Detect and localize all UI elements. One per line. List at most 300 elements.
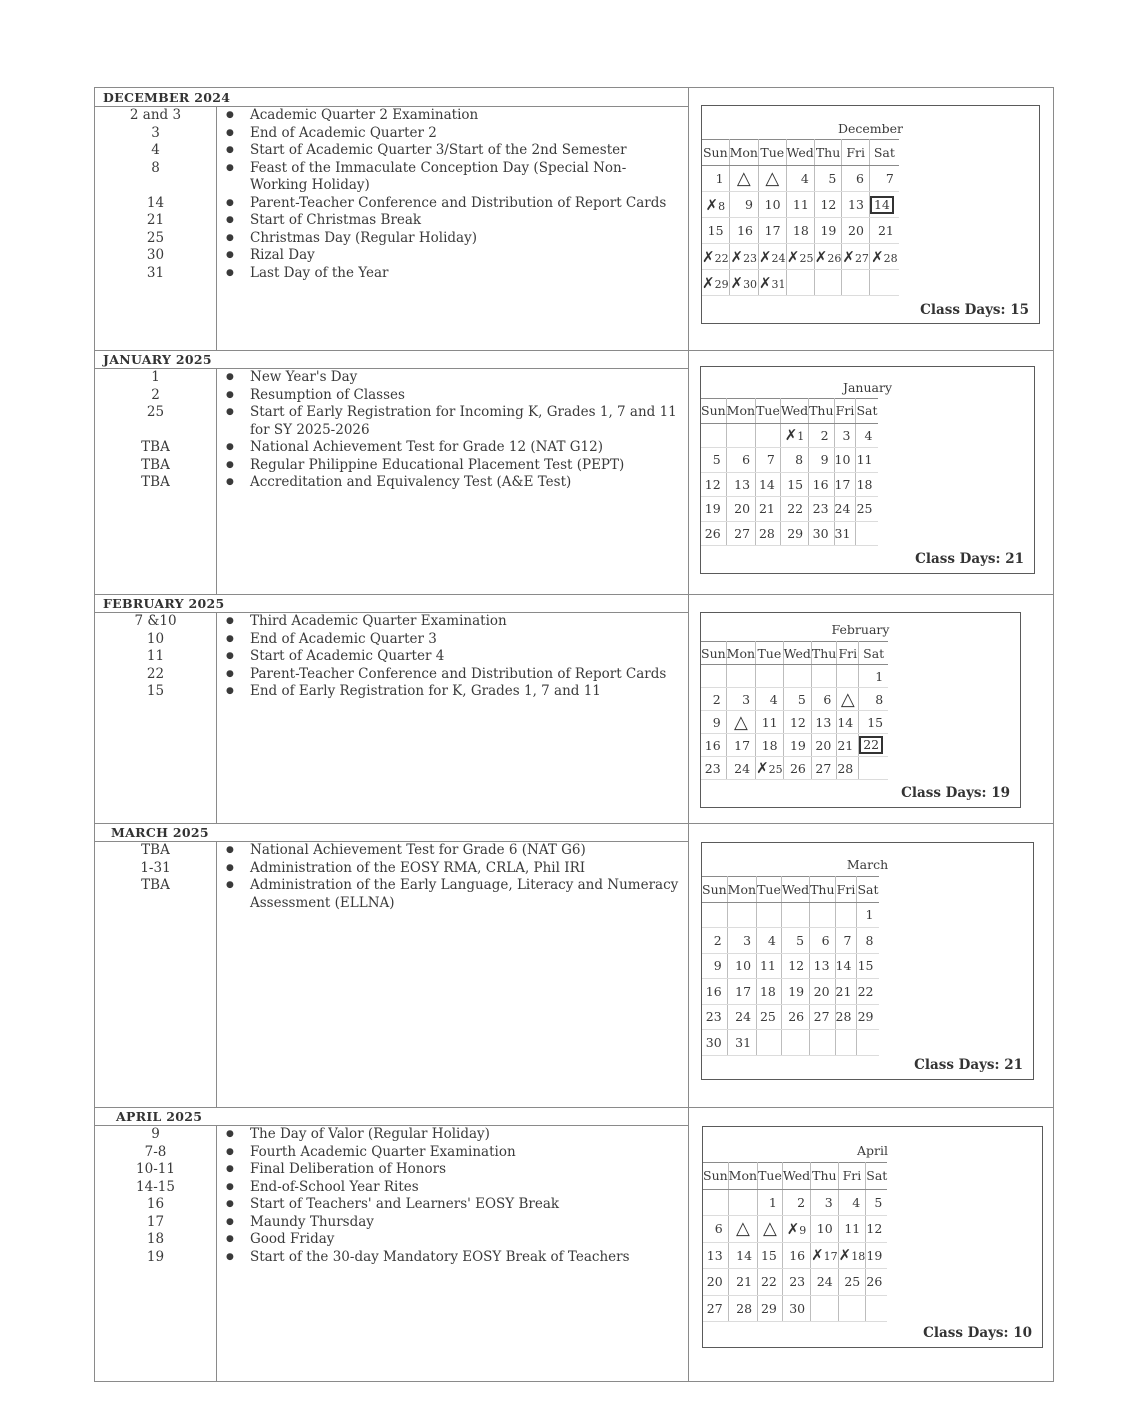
calendar-day: [701, 734, 726, 757]
holiday-x-icon: ✗: [786, 1219, 800, 1238]
bullet-icon: ●: [226, 1129, 234, 1139]
event-date: 17: [146, 1213, 165, 1230]
event-text: Start of Academic Quarter 4: [250, 648, 445, 664]
day-number: 2: [820, 427, 829, 443]
event-date: 21: [146, 212, 165, 228]
event-text: Parent-Teacher Conference and Distribution of Report Cards: [250, 194, 667, 211]
calendar-day: [728, 1189, 757, 1216]
day-number: 10: [764, 197, 781, 212]
calendar-day: [811, 1269, 839, 1296]
weekday-label: Mon: [726, 399, 755, 424]
holiday-x-icon: ✗: [814, 247, 828, 266]
calendar-day: [835, 1030, 857, 1056]
day-number: 18: [851, 1250, 866, 1264]
weekday-label: Fri: [835, 877, 857, 903]
bullet-icon: ●: [226, 668, 234, 679]
calendar-day: [834, 497, 856, 522]
calendar-day: [757, 1004, 782, 1030]
day-number: 30: [812, 525, 829, 541]
day-number: 30: [743, 277, 758, 291]
event-text: Start of Academic Quarter 3/Start of the 2nd Semester: [250, 142, 627, 158]
weekday-header-row: [703, 1163, 887, 1190]
event-text: Start of Early Registration for Incoming K, Grades 1, 7 and 11 for SY 2025-2026: [250, 404, 677, 438]
bullet-icon: ●: [226, 215, 234, 225]
weekday-label: Sat: [869, 140, 898, 166]
bullet-icon: ●: [226, 1181, 234, 1192]
day-number: 6: [823, 691, 832, 707]
calendar-title: March: [846, 857, 889, 872]
calendar-day: [838, 1216, 866, 1243]
calendar-day: [782, 1269, 810, 1296]
exam-triangle-icon: △: [765, 168, 780, 189]
calendar-day: [756, 734, 784, 757]
calendar-day: [758, 1295, 783, 1322]
weekday-header-row: [701, 399, 878, 424]
calendar-day: [835, 902, 857, 928]
calendar-day: [857, 953, 879, 979]
conference-box-marker: 14: [870, 196, 894, 214]
calendar-day: [814, 270, 842, 296]
weekday-label: Mon: [728, 1163, 757, 1190]
calendar-day: [703, 1189, 728, 1216]
calendar-day: [859, 711, 888, 734]
day-number: 6: [742, 452, 751, 468]
event-text: Rizal Day: [250, 247, 315, 263]
day-number: 19: [704, 501, 721, 517]
day-number: 29: [714, 277, 729, 291]
calendar-day: [856, 448, 878, 473]
bullet-icon: ●: [226, 880, 234, 890]
calendar-day: [810, 928, 835, 954]
calendar-day: [781, 928, 809, 954]
day-number: 12: [788, 958, 805, 974]
calendar-day: [726, 665, 755, 688]
day-number: 31: [735, 1034, 752, 1050]
bullet-icon: ●: [226, 407, 234, 417]
day-number: 3: [742, 691, 751, 707]
event-item: [95, 666, 685, 684]
day-number: 11: [844, 1221, 861, 1237]
event-item: [95, 877, 685, 912]
calendar-day: [702, 244, 729, 270]
calendar-day: [782, 1216, 810, 1243]
day-number: 17: [764, 223, 781, 238]
calendar-day: [702, 218, 729, 244]
day-number: 26: [788, 1009, 805, 1025]
calendar-day: [810, 979, 835, 1005]
day-number: 13: [734, 476, 751, 492]
calendar-day: [835, 928, 857, 954]
calendar-day: [811, 688, 836, 711]
calendar-day: [726, 757, 755, 780]
day-number: 12: [866, 1221, 883, 1237]
calendar-day: [728, 1242, 757, 1269]
calendar-day: [810, 1004, 835, 1030]
weekday-label: Sun: [701, 399, 726, 424]
calendar-day: [701, 688, 726, 711]
month-title: MARCH 2025: [111, 825, 209, 840]
class-days: Class Days: 21: [914, 1057, 1023, 1073]
calendar-day: [703, 1242, 728, 1269]
calendar-day: [869, 218, 898, 244]
calendar-day: [857, 979, 879, 1005]
calendar-day: [811, 1216, 839, 1243]
day-number: 30: [705, 1034, 722, 1050]
calendar-day: [758, 270, 786, 296]
event-date: 2: [151, 386, 160, 403]
day-number: 27: [815, 760, 832, 776]
bullet-icon: ●: [226, 651, 234, 661]
calendar-day: [728, 1295, 757, 1322]
bullet-icon: ●: [226, 267, 234, 278]
class-days: Class Days: 10: [923, 1325, 1032, 1341]
calendar-day: [780, 521, 808, 546]
event-item: [95, 387, 685, 405]
calendar-day: [811, 734, 836, 757]
day-number: 16: [737, 223, 753, 238]
event-text: National Achievement Test for Grade 12 (NAT G12): [250, 439, 603, 455]
calendar-day: [814, 218, 842, 244]
day-number: 14: [837, 714, 854, 730]
calendar-day: [726, 521, 755, 546]
calendar-day: [726, 423, 755, 448]
calendar-day: [727, 1030, 756, 1056]
bullet-icon: ●: [226, 477, 234, 487]
day-number: 29: [787, 525, 804, 541]
calendar-day: [701, 711, 726, 734]
holiday-x-icon: ✗: [756, 759, 769, 777]
calendar-day: [834, 448, 856, 473]
month-title: FEBRUARY 2025: [103, 596, 225, 611]
exam-triangle-icon: △: [735, 1218, 750, 1240]
event-date: 15: [146, 683, 165, 699]
event-text: End of Early Registration for K, Grades 1, 7 and 11: [250, 683, 601, 699]
month-block-april: [95, 1107, 1053, 1381]
day-number: 12: [789, 714, 806, 730]
calendar-day: [727, 902, 756, 928]
event-date: 14: [146, 194, 165, 211]
bullet-icon: ●: [226, 1216, 234, 1227]
day-number: 24: [735, 1009, 752, 1025]
calendar-week-row: [703, 1269, 887, 1296]
day-number: 4: [852, 1194, 861, 1210]
weekday-label: Fri: [838, 1163, 866, 1190]
day-number: 16: [704, 737, 721, 753]
calendar-day: [781, 979, 809, 1005]
weekday-label: Tue: [758, 1163, 783, 1190]
calendar-week-row: [702, 244, 899, 270]
calendar-day: [781, 953, 809, 979]
day-number: 23: [812, 501, 829, 517]
day-number: 2: [712, 691, 721, 707]
calendar-day: [835, 953, 857, 979]
event-date: 4: [151, 142, 160, 158]
calendar-day: [786, 270, 814, 296]
calendar-day: [728, 1269, 757, 1296]
calendar-day: [814, 244, 842, 270]
calendar-day: [809, 521, 834, 546]
calendar-day: [703, 1295, 728, 1322]
calendar-day: [756, 472, 781, 497]
calendar-day: [701, 497, 726, 522]
calendar-day: [703, 1216, 728, 1243]
day-number: 4: [864, 427, 873, 443]
day-number: 30: [789, 1300, 806, 1316]
calendar-day: [780, 472, 808, 497]
calendar-week-row: [701, 688, 888, 711]
calendar-day: [783, 688, 811, 711]
event-text: National Achievement Test for Grade 6 (NAT G6): [250, 842, 586, 858]
day-number: 11: [761, 714, 778, 730]
calendar-day: [783, 734, 811, 757]
day-number: 22: [857, 983, 874, 999]
holiday-x-icon: ✗: [811, 1246, 824, 1265]
calendar-day: [834, 472, 856, 497]
event-item: [95, 648, 685, 666]
day-number: 9: [745, 197, 753, 212]
weekday-label: Fri: [834, 399, 856, 424]
weekday-label: Wed: [782, 1163, 810, 1190]
event-date: 7 &10: [134, 613, 177, 629]
day-number: 23: [789, 1274, 806, 1290]
calendar-week-row: [701, 521, 878, 546]
weekday-label: Fri: [837, 642, 859, 665]
event-text: Good Friday: [250, 1231, 335, 1247]
calendar-day: [842, 218, 870, 244]
holiday-x-icon: ✗: [730, 273, 744, 292]
day-number: 2: [713, 932, 722, 948]
day-number: 4: [800, 171, 809, 186]
day-number: 24: [771, 251, 786, 265]
event-item: [95, 1249, 685, 1267]
day-number: 28: [835, 1009, 852, 1025]
event-date: 1: [151, 369, 160, 385]
bullet-icon: ●: [226, 459, 234, 470]
calendar-day: [756, 757, 784, 780]
event-item: [95, 1126, 685, 1144]
calendar-day: [701, 757, 726, 780]
day-number: 8: [795, 452, 804, 468]
day-number: 22: [760, 1274, 777, 1290]
day-number: 9: [713, 958, 722, 974]
calendar-day: [811, 711, 836, 734]
day-number: 15: [787, 476, 804, 492]
calendar-day: [811, 1189, 839, 1216]
calendar-day: [835, 1004, 857, 1030]
calendar-day: [756, 688, 784, 711]
day-number: 25: [799, 251, 814, 265]
day-number: 10: [735, 958, 752, 974]
day-number: 13: [815, 714, 832, 730]
calendar-day: [810, 902, 835, 928]
conference-box-marker: 22: [859, 736, 883, 754]
class-days: Class Days: 19: [901, 785, 1010, 801]
day-number: 8: [718, 199, 726, 213]
calendar-day: [758, 1269, 783, 1296]
weekday-label: Wed: [781, 877, 809, 903]
calendar-week-row: [703, 1242, 887, 1269]
calendar-day: [728, 1216, 757, 1243]
calendar-day: [838, 1269, 866, 1296]
event-date: 10-11: [136, 1161, 175, 1177]
calendar-title: December: [837, 121, 904, 136]
month-block-february: [95, 594, 1053, 824]
weekday-label: Tue: [757, 877, 782, 903]
event-text: Administration of the EOSY RMA, CRLA, Phil IRI: [250, 859, 586, 876]
calendar-day: [811, 1295, 839, 1322]
day-number: 14: [758, 476, 775, 492]
calendar-day: [726, 472, 755, 497]
day-number: 1: [865, 907, 874, 923]
event-date: 11: [146, 648, 165, 664]
day-number: 5: [828, 171, 837, 186]
calendar-day: [702, 902, 727, 928]
calendar-day: [701, 448, 726, 473]
event-item: [95, 125, 685, 143]
bullet-icon: ●: [226, 110, 234, 120]
calendar-day: [702, 979, 727, 1005]
event-date: 30: [146, 247, 165, 263]
event-item: [95, 1214, 685, 1232]
day-number: 15: [707, 223, 724, 238]
day-number: 29: [760, 1300, 777, 1316]
event-item: [95, 613, 685, 631]
calendar-day: [866, 1216, 888, 1243]
event-item: [95, 195, 685, 213]
calendar-day: [842, 270, 870, 296]
weekday-header-row: [701, 642, 888, 665]
event-text: Feast of the Immaculate Conception Day (Special Non-Working Holiday): [250, 159, 627, 193]
calendar-day: [857, 1004, 879, 1030]
calendar-day: [859, 757, 888, 780]
bullet-icon: ●: [226, 1164, 234, 1174]
weekday-label: Tue: [756, 642, 784, 665]
calendar-day: [702, 928, 727, 954]
day-number: 26: [789, 760, 806, 776]
weekday-label: Sat: [856, 399, 878, 424]
calendar-week-row: [701, 734, 888, 757]
day-number: 17: [834, 476, 851, 492]
day-number: 9: [820, 452, 829, 468]
day-number: 6: [714, 1221, 723, 1237]
event-date: 14-15: [136, 1178, 175, 1195]
calendar-day: [859, 688, 888, 711]
calendar-day: [702, 1004, 727, 1030]
event-item: [95, 439, 685, 457]
day-number: 5: [796, 932, 805, 948]
calendar-day: [758, 244, 786, 270]
day-number: 23: [704, 760, 721, 776]
event-text: Maundy Thursday: [250, 1213, 374, 1230]
weekday-label: Sun: [701, 642, 726, 665]
bullet-icon: ●: [226, 616, 234, 626]
day-number: 11: [792, 197, 809, 212]
event-item: [95, 683, 685, 701]
holiday-x-icon: ✗: [702, 273, 715, 292]
event-text: Resumption of Classes: [250, 386, 405, 403]
calendar-day: [834, 423, 856, 448]
event-date: 1-31: [140, 859, 171, 876]
calendar-day: [838, 1189, 866, 1216]
bullet-icon: ●: [226, 127, 234, 138]
calendar-day: [726, 448, 755, 473]
calendar-day: [780, 497, 808, 522]
calendar-week-row: [701, 497, 878, 522]
day-number: 24: [834, 501, 851, 517]
event-item: [95, 1231, 685, 1249]
event-date: 2 and 3: [129, 107, 182, 123]
event-list: [95, 842, 685, 912]
event-text: Regular Philippine Educational Placement Test (PEPT): [250, 456, 625, 473]
day-number: 28: [837, 760, 854, 776]
calendar-day: [811, 757, 836, 780]
calendar-day: [756, 497, 781, 522]
holiday-x-icon: ✗: [758, 247, 772, 266]
day-number: 27: [706, 1300, 723, 1316]
calendar-day: [702, 166, 729, 192]
bullet-icon: ●: [226, 633, 234, 644]
day-number: 7: [843, 932, 852, 948]
day-number: 16: [789, 1247, 806, 1263]
day-number: 22: [714, 251, 729, 265]
event-text: The Day of Valor (Regular Holiday): [250, 1126, 490, 1142]
calendar-day: [729, 192, 758, 218]
day-number: 23: [705, 1009, 722, 1025]
day-number: 12: [820, 197, 837, 212]
calendar-day: [757, 979, 782, 1005]
day-number: 1: [797, 430, 805, 444]
calendar-day: [866, 1189, 888, 1216]
day-number: 26: [704, 525, 721, 541]
day-number: 28: [736, 1300, 753, 1316]
calendar-day: [781, 902, 809, 928]
event-text: Third Academic Quarter Examination: [250, 613, 507, 629]
calendar-week-row: [702, 928, 879, 954]
event-item: [95, 631, 685, 649]
holiday-x-icon: ✗: [838, 1246, 852, 1265]
calendar-week-row: [701, 711, 888, 734]
holiday-x-icon: ✗: [786, 247, 800, 266]
day-number: 16: [705, 983, 722, 999]
calendar-day: [857, 1030, 879, 1056]
exam-triangle-icon: △: [763, 1218, 777, 1240]
event-date: 22: [146, 665, 165, 682]
event-text: Parent-Teacher Conference and Distribution of Report Cards: [250, 665, 667, 682]
calendar-day: [869, 192, 898, 218]
calendar-day: [866, 1242, 888, 1269]
day-number: 25: [856, 501, 873, 517]
day-number: 17: [823, 1250, 838, 1264]
weekday-label: Thu: [814, 140, 842, 166]
calendar-day: [810, 1030, 835, 1056]
calendar-day: [702, 1030, 727, 1056]
day-number: 10: [816, 1221, 833, 1237]
month-title: APRIL 2025: [116, 1109, 203, 1124]
day-number: 8: [875, 691, 884, 707]
event-list: [95, 107, 685, 282]
bullet-icon: ●: [226, 1251, 234, 1262]
day-number: 3: [842, 427, 851, 443]
day-number: 20: [848, 223, 864, 238]
day-number: 11: [759, 958, 776, 974]
event-text: Start of Teachers' and Learners' EOSY Break: [250, 1196, 560, 1212]
calendar-day: [856, 497, 878, 522]
calendar-day: [702, 953, 727, 979]
day-number: 23: [743, 251, 758, 265]
event-item: [95, 160, 685, 195]
day-number: 18: [856, 476, 873, 492]
event-text: End of Academic Quarter 3: [250, 630, 437, 647]
